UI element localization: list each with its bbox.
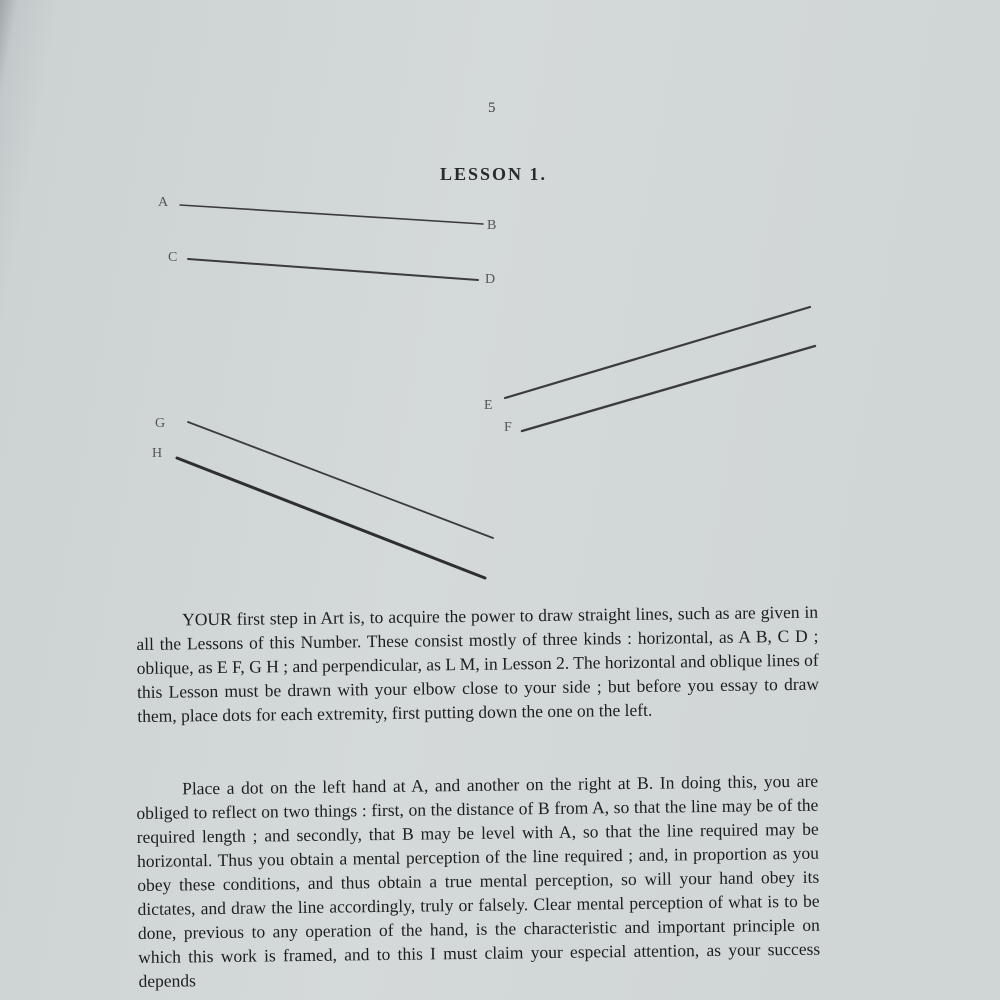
label-f: F (504, 420, 512, 435)
line-ab (180, 205, 483, 224)
label-d: D (485, 272, 496, 287)
line-f (522, 346, 815, 431)
page-number: 5 (488, 100, 496, 116)
label-a: A (158, 195, 169, 210)
label-e: E (484, 398, 493, 413)
paragraph-1 (136, 600, 819, 728)
lesson-title: LESSON 1. (440, 164, 548, 184)
line-e (505, 307, 810, 398)
line-cd (188, 259, 478, 280)
paragraph-1-text: YOUR first step in Art is, to acquire the power to draw straight lines, such as are given in all the Lessons of this Number. These consist mostly of three kinds : horizontal, as A B, C D ; oblique, as E F, G H ; and perpendicular, as L M, in Lesson 2. The horizontal and oblique lines of this Lesson must be drawn with your elbow close to your side ; but before you essay to draw them, place dots for each extremity, first putting down the one on the left. (136, 601, 820, 726)
paragraph-2-text: Place a dot on the left hand at A, and another on the right at B. In doing this, you are obliged to reflect on two things : first, on the distance of B from A, so that the line may be of the required length ; and secondly, that B may be level with A, so that the line required may be horizontal. Thus you obtain a mental perception of the line required ; and, in proportion as you obey these conditions, and thus obtain a true mental perception, so will your hand obey its dictates, and draw the line accordingly, truly or falsely. Clear mental perception of what is to be done, previous to any operation of the hand, is the characteristic and important principle on which this work is framed, and to this I must claim your especial attention, as your success depends (136, 770, 821, 991)
label-h: H (152, 446, 163, 461)
label-g: G (155, 416, 166, 431)
label-b: B (487, 218, 497, 233)
paragraph-2 (136, 769, 821, 993)
label-c: C (168, 250, 178, 265)
